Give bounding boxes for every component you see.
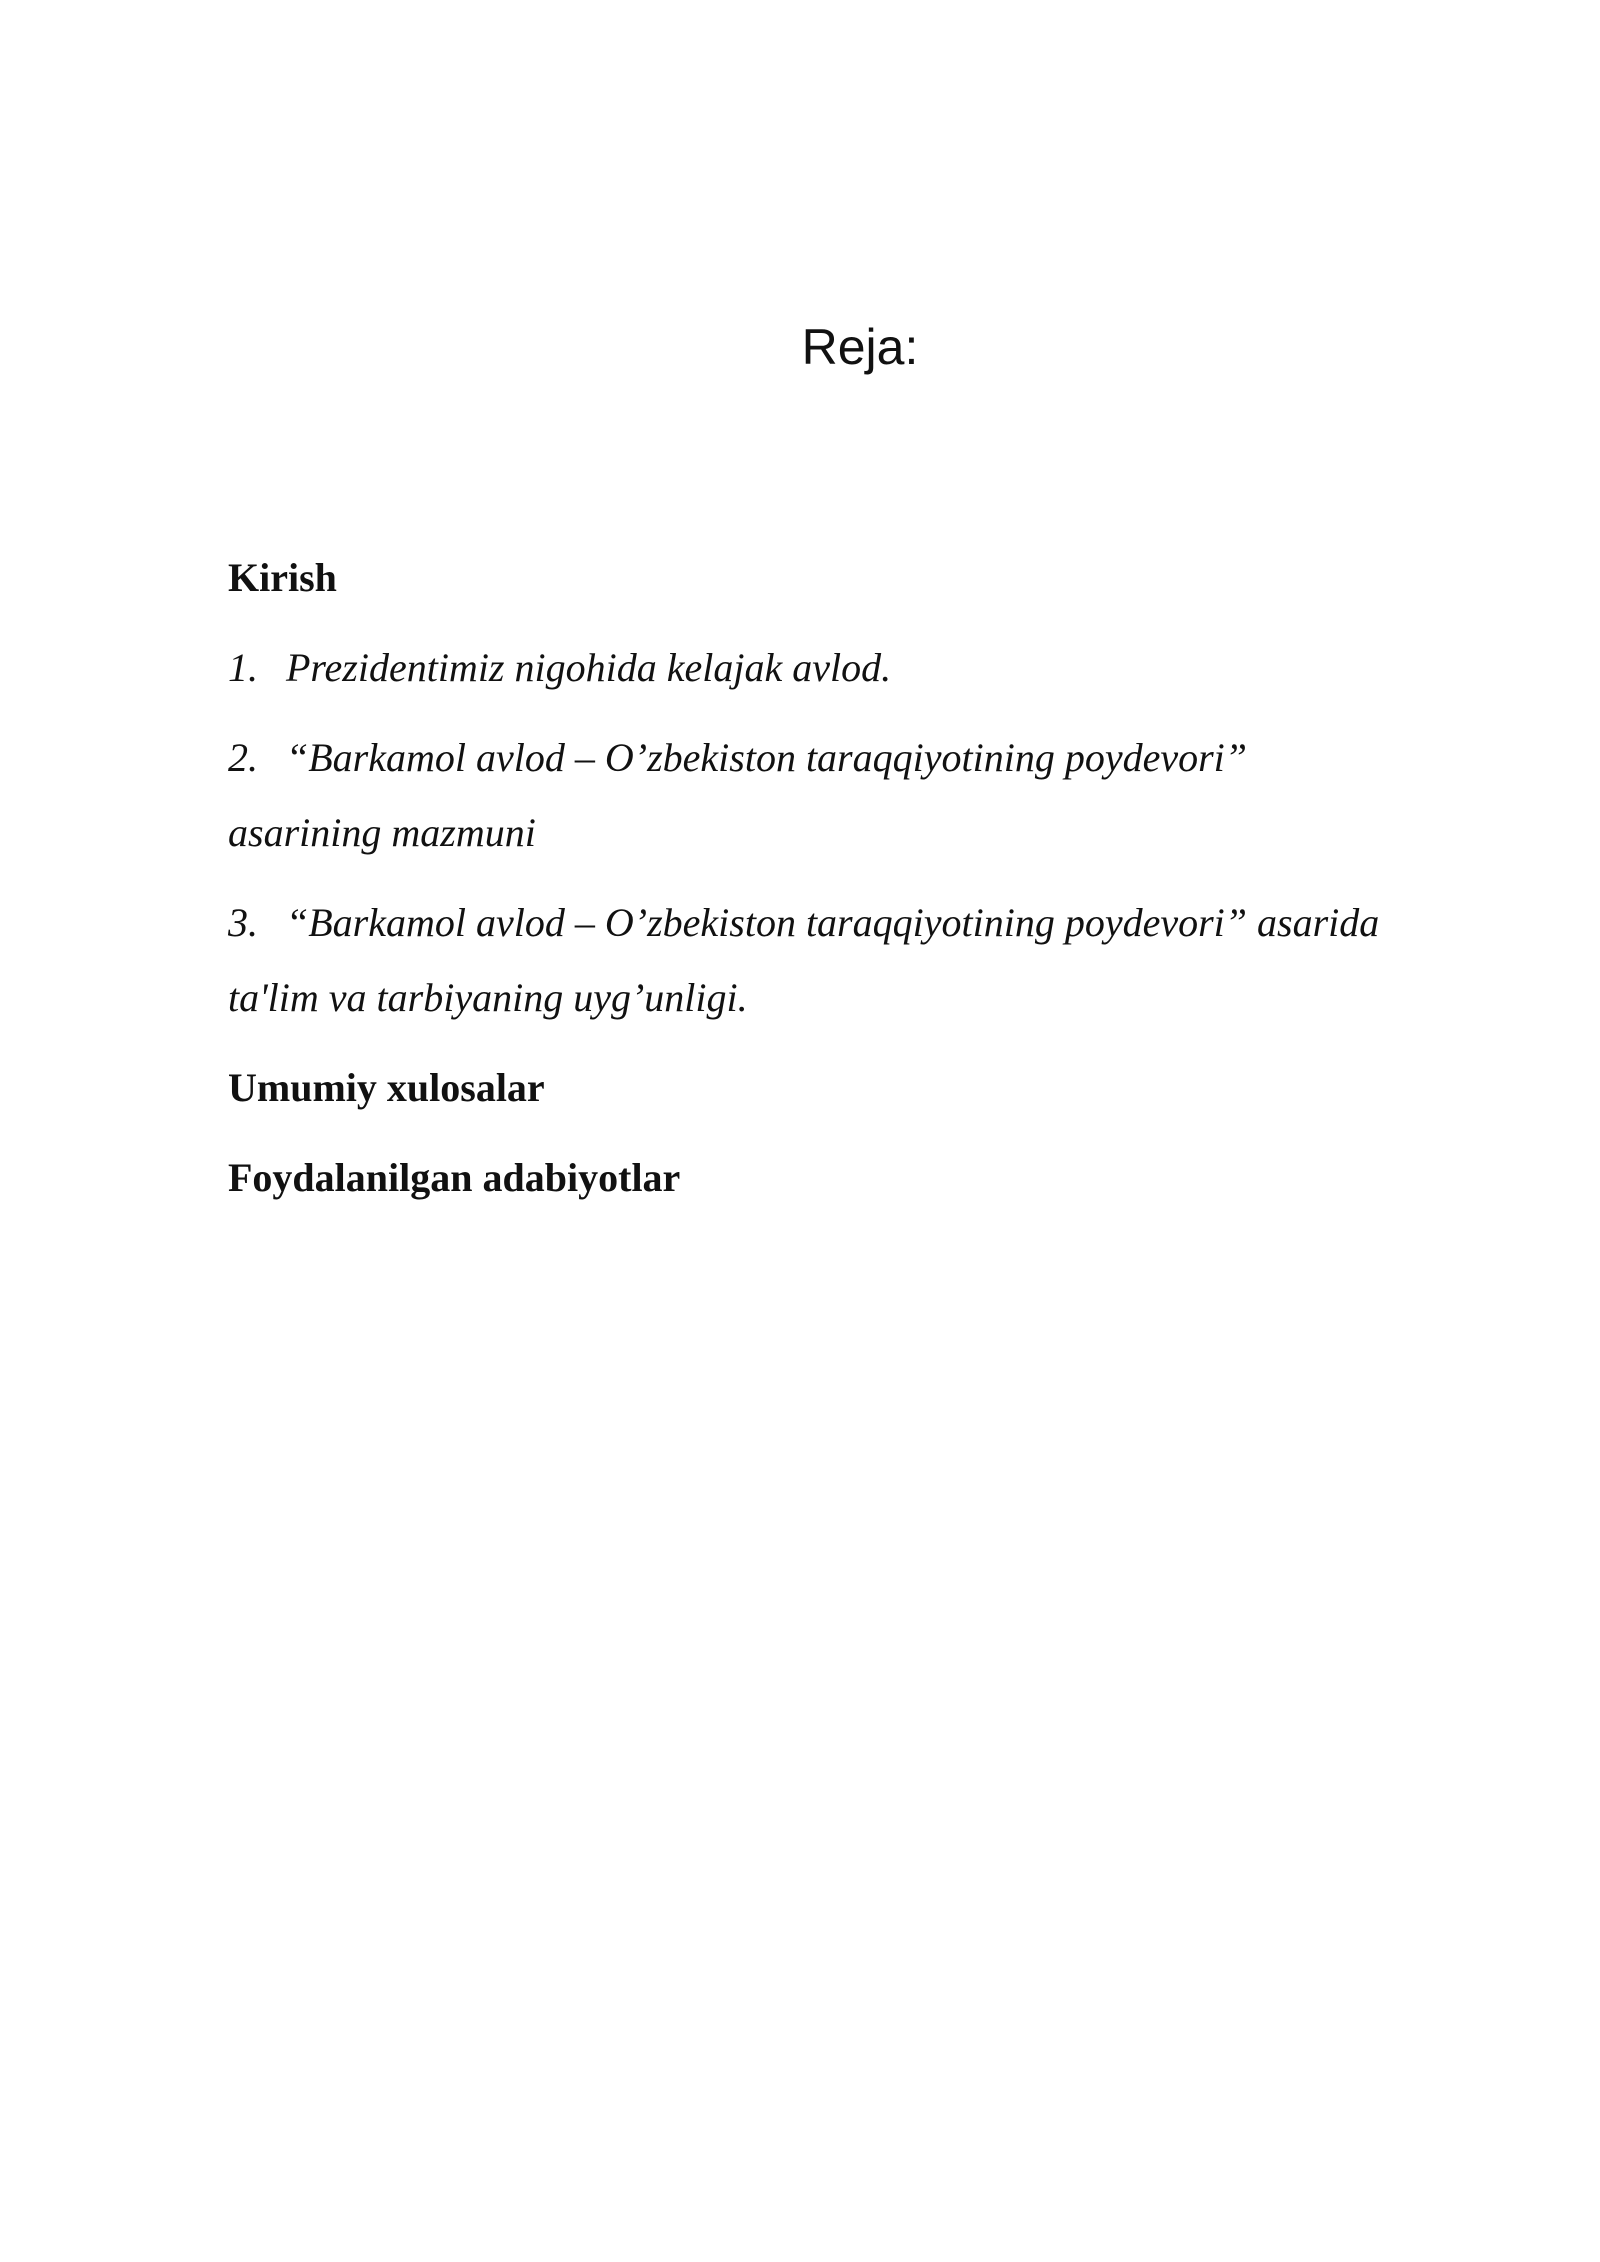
plan-item-text: Prezidentimiz nigohida kelajak avlod. <box>286 645 892 690</box>
plan-item-1 <box>228 630 1488 705</box>
plan-item-text: “Barkamol avlod – O’zbekiston taraqqiyotining poydevori” <box>286 735 1248 780</box>
plan-item-2 <box>228 720 1488 795</box>
plan-item-number: 1. <box>228 645 258 690</box>
plan-item-text: “Barkamol avlod – O’zbekiston taraqqiyotining poydevori” asarida <box>286 900 1380 945</box>
plan-item-conclusions: Umumiy xulosalar <box>228 1065 545 1110</box>
page-title: Reja: <box>801 319 919 375</box>
plan-item-introduction: Kirish <box>228 555 337 600</box>
plan-item-3-continuation: ta'lim va tarbiyaning uyg’unligi. <box>228 975 748 1020</box>
plan-item-number: 2. <box>228 735 258 780</box>
plan-item-2-continuation: asarining mazmuni <box>228 810 536 855</box>
plan-item-number: 3. <box>228 900 258 945</box>
plan-item-3 <box>228 885 1488 960</box>
plan-item-references: Foydalanilgan adabiyotlar <box>228 1155 681 1200</box>
plan-list <box>228 540 1488 1215</box>
